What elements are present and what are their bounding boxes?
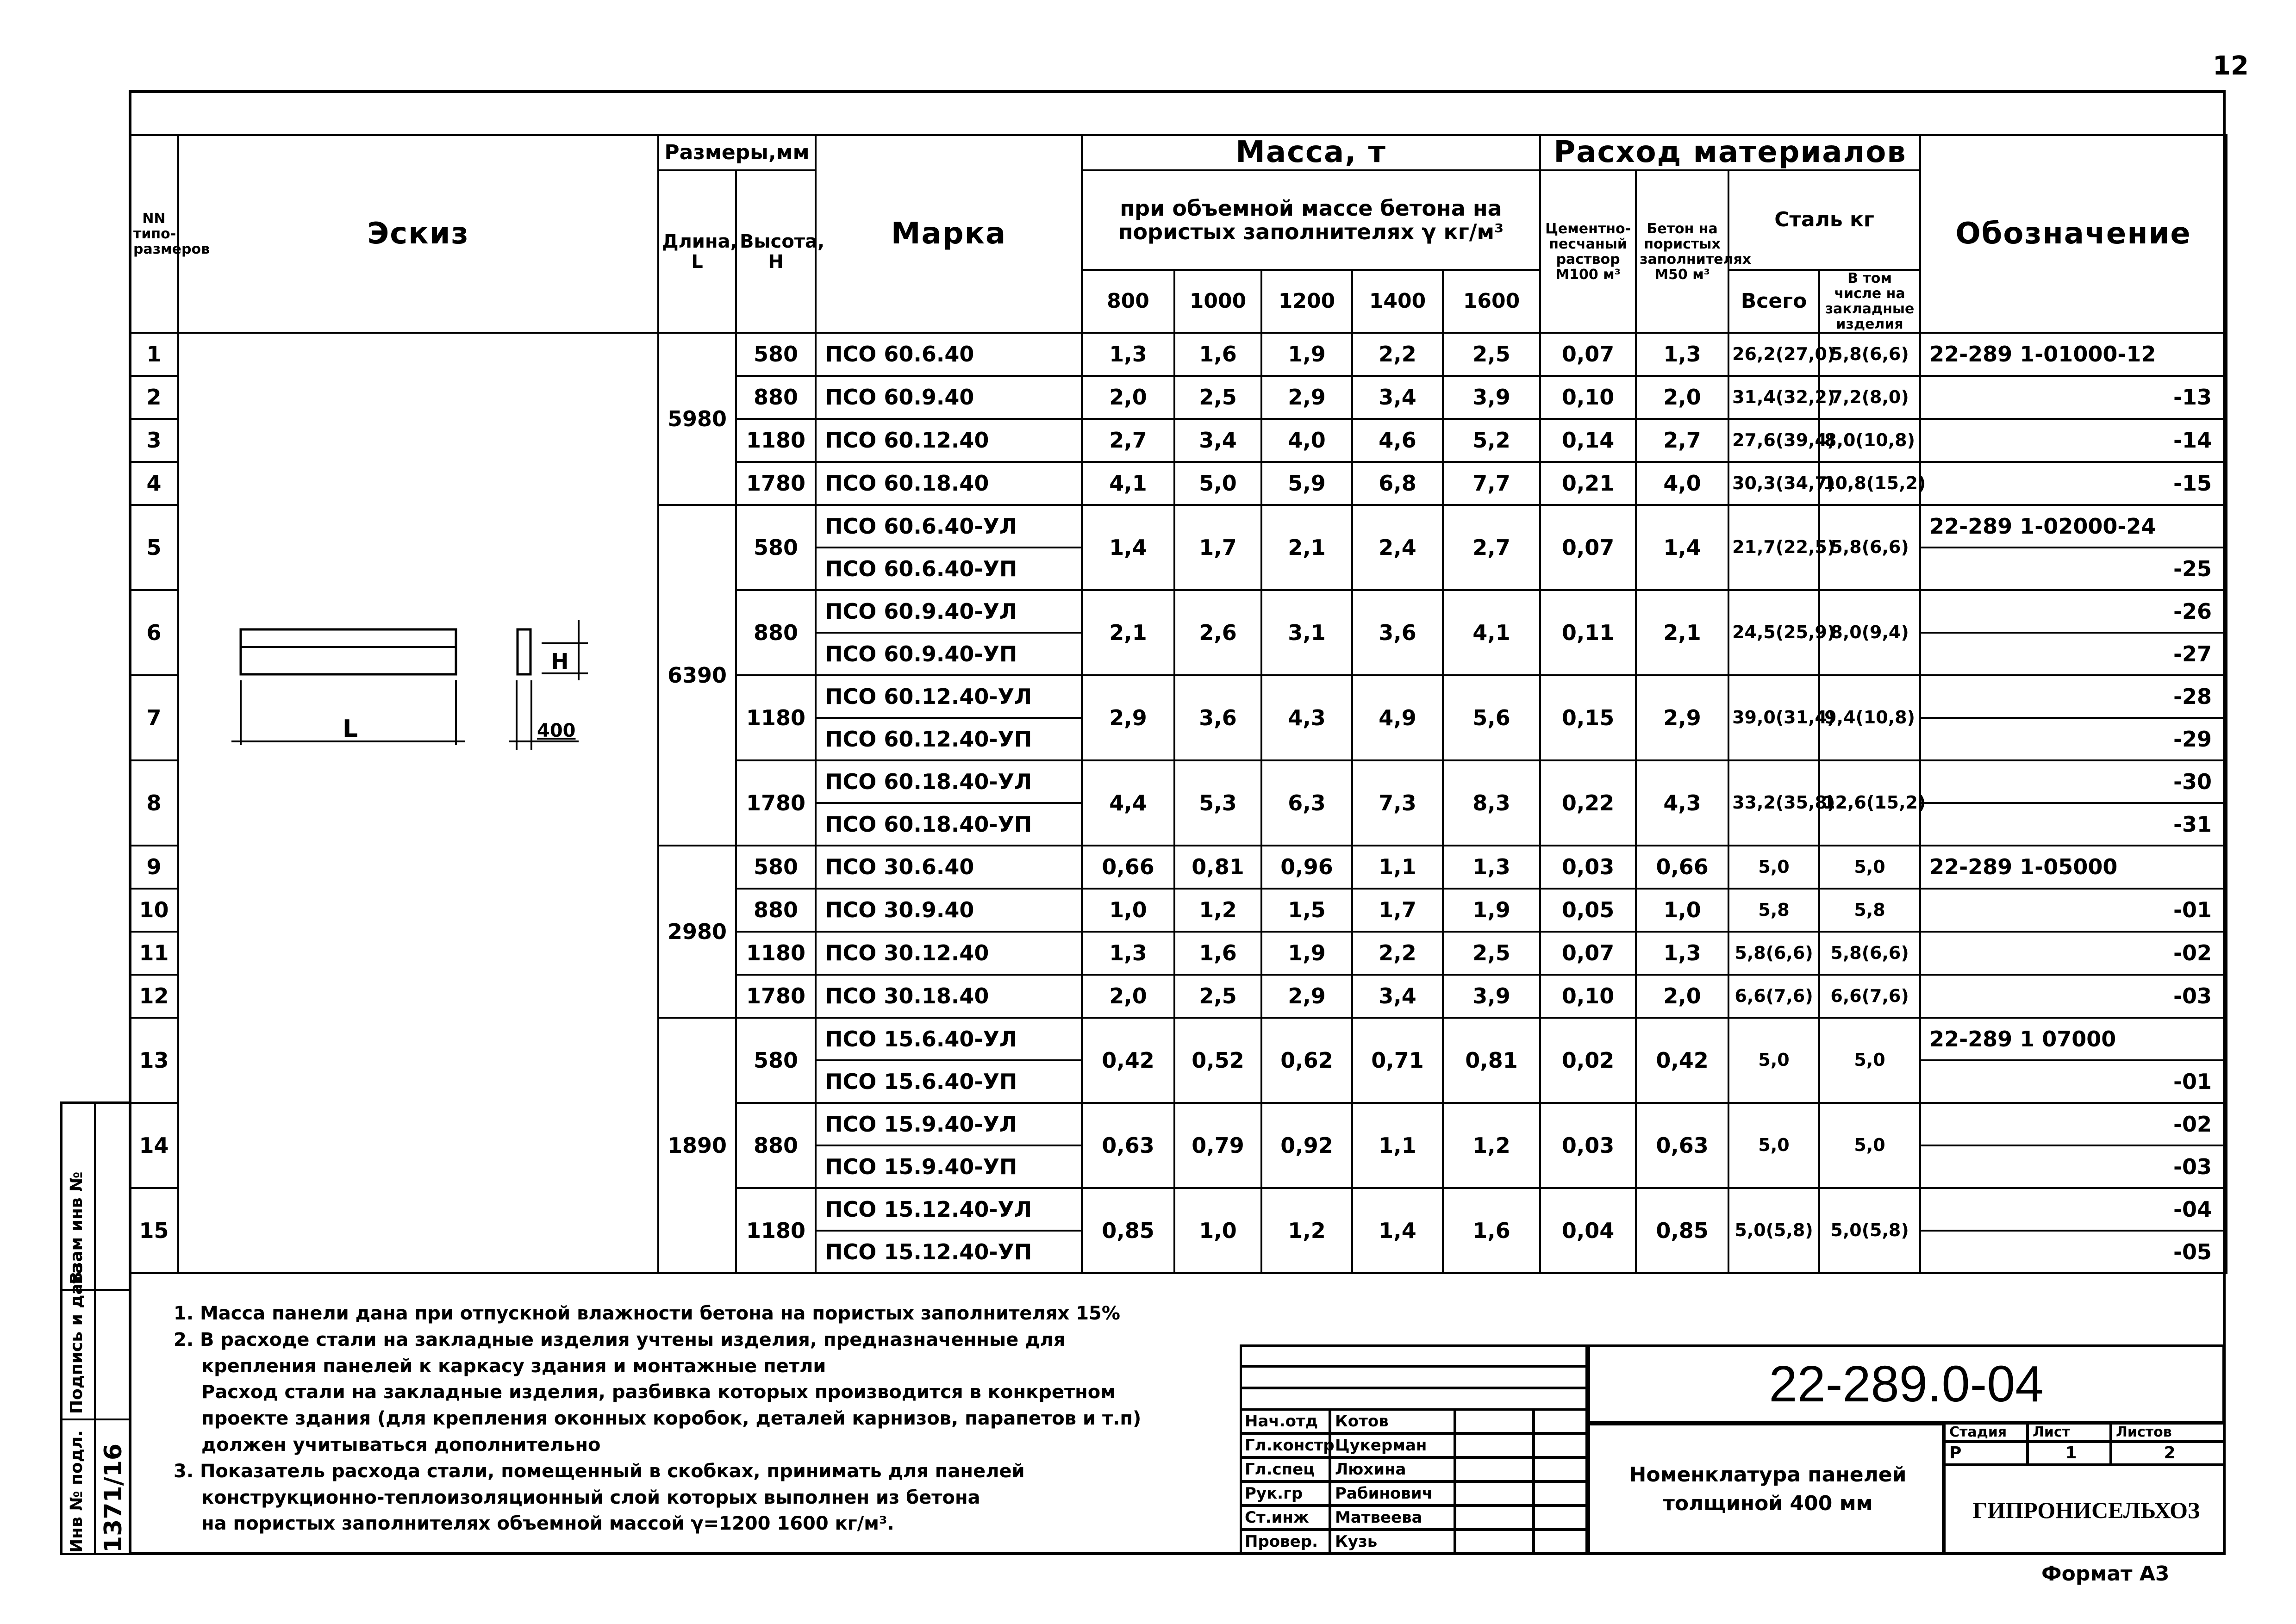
designation-value: -03 — [1920, 1145, 2227, 1188]
mass-value: 1,0 — [1174, 1188, 1261, 1273]
row-number: 5 — [130, 505, 178, 590]
designation-value: 22-289 1-05000 — [1920, 846, 2227, 889]
height-value: 580 — [736, 333, 816, 376]
mortar-value: 0,07 — [1540, 932, 1636, 975]
steel-embedded-value: 5,0 — [1819, 1103, 1920, 1188]
steel-total-value: 39,0(31,4) — [1728, 675, 1819, 760]
note-1: 1. Масса панели дана при отпускной влажности бетона на пористых заполнителях 15% — [174, 1303, 1120, 1324]
mortar-value: 0,05 — [1540, 889, 1636, 932]
sheet-value: 1 — [2028, 1442, 2111, 1465]
mass-value: 2,9 — [1261, 975, 1352, 1018]
concrete-value: 2,9 — [1636, 675, 1728, 760]
mass-value: 5,6 — [1443, 675, 1540, 760]
note-2-cont: крепления панелей к каркасу здания и монтажные петли — [201, 1355, 826, 1377]
steel-embedded-value: 7,2(8,0) — [1819, 376, 1920, 419]
mark-value: ПСО 60.9.40-УП — [816, 633, 1082, 675]
mass-value: 5,2 — [1443, 419, 1540, 462]
steel-embedded-value: 5,8(6,6) — [1819, 505, 1920, 590]
mass-value: 2,7 — [1443, 505, 1540, 590]
note-2: 2. В расходе стали на закладные изделия учтены изделия, предназначенные для — [174, 1329, 1066, 1350]
header-mass: Масса, т — [1082, 135, 1540, 170]
header-height: Высота, H — [736, 170, 816, 333]
designation-value: -30 — [1920, 760, 2227, 803]
height-label: H — [551, 649, 569, 674]
mass-value: 1,2 — [1174, 889, 1261, 932]
designation-value: -26 — [1920, 590, 2227, 633]
mass-value: 7,3 — [1352, 760, 1443, 846]
concrete-value: 2,1 — [1636, 590, 1728, 675]
stamp-date — [1534, 1506, 1588, 1530]
mortar-value: 0,15 — [1540, 675, 1636, 760]
mark-value: ПСО 60.18.40-УП — [816, 803, 1082, 846]
stamp-name: Люхина — [1330, 1457, 1455, 1481]
height-value: 880 — [736, 1103, 816, 1188]
steel-embedded-value: 5,0 — [1819, 846, 1920, 889]
mass-value: 1,3 — [1082, 932, 1174, 975]
title-cell — [1588, 1423, 1944, 1555]
mass-value: 0,42 — [1082, 1018, 1174, 1103]
steel-total-value: 26,2(27,0) — [1728, 333, 1819, 376]
mass-value: 2,5 — [1443, 333, 1540, 376]
mass-value: 1,5 — [1261, 889, 1352, 932]
mark-value: ПСО 15.6.40-УЛ — [816, 1018, 1082, 1060]
mark-value: ПСО 15.6.40-УП — [816, 1060, 1082, 1103]
stage-label: Стадия — [1944, 1423, 2028, 1442]
row-number: 9 — [130, 846, 178, 889]
steel-embedded-value: 5,8(6,6) — [1819, 932, 1920, 975]
mass-value: 1,2 — [1443, 1103, 1540, 1188]
mortar-value: 0,04 — [1540, 1188, 1636, 1273]
height-value: 1780 — [736, 462, 816, 505]
stamp-name: Матвеева — [1330, 1506, 1455, 1530]
steel-embedded-value: 9,4(10,8) — [1819, 675, 1920, 760]
density-1000: 1000 — [1174, 270, 1261, 333]
concrete-value: 4,0 — [1636, 462, 1728, 505]
mass-value: 3,1 — [1261, 590, 1352, 675]
header-num: NN типо-размеров — [130, 135, 178, 333]
mark-value: ПСО 15.12.40-УП — [816, 1231, 1082, 1273]
stamp-empty-row — [1240, 1366, 1588, 1388]
row-number: 10 — [130, 889, 178, 932]
note-3-end: на пористых заполнителях объемной массой γ=1200 1600 кг/м³. — [201, 1513, 894, 1535]
stamp-signature — [1455, 1433, 1534, 1457]
height-value: 880 — [736, 376, 816, 419]
mass-value: 2,5 — [1174, 376, 1261, 419]
concrete-value: 0,42 — [1636, 1018, 1728, 1103]
designation-value: -27 — [1920, 633, 2227, 675]
designation-value: -28 — [1920, 675, 2227, 718]
row-number: 8 — [130, 760, 178, 846]
header-steel-total: Всего — [1728, 270, 1819, 333]
height-value: 1780 — [736, 975, 816, 1018]
mass-value: 2,1 — [1082, 590, 1174, 675]
concrete-value: 2,7 — [1636, 419, 1728, 462]
mass-value: 1,1 — [1352, 846, 1443, 889]
mass-value: 1,9 — [1261, 932, 1352, 975]
steel-embedded-value: 12,6(15,2) — [1819, 760, 1920, 846]
side-stamp — [60, 1101, 129, 1555]
mortar-value: 0,21 — [1540, 462, 1636, 505]
height-value: 1180 — [736, 675, 816, 760]
mass-value: 2,9 — [1261, 376, 1352, 419]
stamp-role: Нач.отд — [1240, 1409, 1330, 1433]
mass-value: 1,4 — [1352, 1188, 1443, 1273]
mass-value: 4,1 — [1443, 590, 1540, 675]
notes-block — [174, 1300, 1215, 1537]
mark-value: ПСО 30.9.40 — [816, 889, 1082, 932]
stamp-signature — [1455, 1409, 1534, 1433]
mass-value: 2,5 — [1174, 975, 1261, 1018]
header-mark: Марка — [816, 135, 1082, 333]
mark-value: ПСО 60.6.40-УП — [816, 548, 1082, 590]
concrete-value: 0,85 — [1636, 1188, 1728, 1273]
designation-value: -03 — [1920, 975, 2227, 1018]
designation-value: 22-289 1-02000-24 — [1920, 505, 2227, 548]
steel-total-value: 5,8 — [1728, 889, 1819, 932]
concrete-value: 1,0 — [1636, 889, 1728, 932]
thickness-label: 400 — [537, 720, 576, 741]
mark-value: ПСО 30.18.40 — [816, 975, 1082, 1018]
mass-value: 4,9 — [1352, 675, 1443, 760]
header-concrete: Бетон на пористых заполнителях М50 м³ — [1636, 170, 1728, 333]
header-sketch: Эскиз — [178, 135, 658, 333]
mark-value: ПСО 30.6.40 — [816, 846, 1082, 889]
mass-value: 0,85 — [1082, 1188, 1174, 1273]
mass-value: 6,3 — [1261, 760, 1352, 846]
mass-value: 1,4 — [1082, 505, 1174, 590]
concrete-value: 1,3 — [1636, 333, 1728, 376]
steel-embedded-value: 8,0(9,4) — [1819, 590, 1920, 675]
designation-value: -02 — [1920, 932, 2227, 975]
header-steel: Сталь кг — [1728, 170, 1920, 270]
mass-value: 0,62 — [1261, 1018, 1352, 1103]
stamp-name: Котов — [1330, 1409, 1455, 1433]
header-materials: Расход материалов — [1540, 135, 1920, 170]
mass-value: 0,63 — [1082, 1103, 1174, 1188]
steel-total-value: 5,0 — [1728, 1103, 1819, 1188]
mark-value: ПСО 60.9.40 — [816, 376, 1082, 419]
document-code: 22-289.0-04 — [1769, 1355, 2044, 1412]
mass-value: 0,81 — [1443, 1018, 1540, 1103]
mass-value: 4,6 — [1352, 419, 1443, 462]
mass-value: 1,3 — [1082, 333, 1174, 376]
stamp-role: Провер. — [1240, 1530, 1330, 1554]
designation-value: -14 — [1920, 419, 2227, 462]
row-number: 2 — [130, 376, 178, 419]
sign-label: Подпись и дата — [67, 1263, 86, 1414]
stamp-empty-row — [1240, 1344, 1588, 1366]
steel-total-value: 6,6(7,6) — [1728, 975, 1819, 1018]
mass-value: 1,6 — [1174, 333, 1261, 376]
note-2-para-end: должен учитываться дополнительно — [201, 1434, 601, 1456]
mass-value: 1,6 — [1443, 1188, 1540, 1273]
height-value: 1180 — [736, 419, 816, 462]
stamp-role: Ст.инж — [1240, 1506, 1330, 1530]
length-label: L — [343, 715, 358, 743]
mortar-value: 0,03 — [1540, 1103, 1636, 1188]
length-value: 1890 — [658, 1018, 736, 1273]
designation-value: -01 — [1920, 1060, 2227, 1103]
mass-value: 2,1 — [1261, 505, 1352, 590]
table-row — [130, 333, 2227, 376]
mortar-value: 0,02 — [1540, 1018, 1636, 1103]
mass-value: 2,7 — [1082, 419, 1174, 462]
header-mortar: Цементно-песчаный раствор М100 м³ — [1540, 170, 1636, 333]
mass-value: 0,71 — [1352, 1018, 1443, 1103]
designation-value: -15 — [1920, 462, 2227, 505]
concrete-value: 0,66 — [1636, 846, 1728, 889]
mass-value: 0,66 — [1082, 846, 1174, 889]
mass-value: 2,5 — [1443, 932, 1540, 975]
mass-value: 1,7 — [1174, 505, 1261, 590]
mass-value: 3,4 — [1352, 975, 1443, 1018]
stamp-date — [1534, 1530, 1588, 1554]
mark-value: ПСО 60.6.40 — [816, 333, 1082, 376]
mortar-value: 0,10 — [1540, 376, 1636, 419]
sheets-value: 2 — [2111, 1442, 2225, 1465]
stamp-name: Кузь — [1330, 1530, 1455, 1554]
height-value: 580 — [736, 505, 816, 590]
header-steel-embedded: В том числе на закладные изделия — [1819, 270, 1920, 333]
stamp-name: Цукерман — [1330, 1433, 1455, 1457]
height-value: 1180 — [736, 932, 816, 975]
mortar-value: 0,03 — [1540, 846, 1636, 889]
mark-value: ПСО 60.12.40-УП — [816, 718, 1082, 760]
steel-embedded-value: 6,6(7,6) — [1819, 975, 1920, 1018]
designation-value: -04 — [1920, 1188, 2227, 1231]
row-number: 15 — [130, 1188, 178, 1273]
designation-value: 22-289 1-01000-12 — [1920, 333, 2227, 376]
mass-value: 2,9 — [1082, 675, 1174, 760]
concrete-value: 4,3 — [1636, 760, 1728, 846]
steel-total-value: 31,4(32,2) — [1728, 376, 1819, 419]
length-value: 2980 — [658, 846, 736, 1018]
mass-value: 4,1 — [1082, 462, 1174, 505]
row-number: 6 — [130, 590, 178, 675]
note-3-cont: конструкционно-теплоизоляционный слой которых выполнен из бетона — [201, 1487, 980, 1508]
mass-value: 2,4 — [1352, 505, 1443, 590]
steel-embedded-value: 5,8(6,6) — [1819, 333, 1920, 376]
designation-value: -29 — [1920, 718, 2227, 760]
steel-embedded-value: 10,8(15,2) — [1819, 462, 1920, 505]
title-line-2: толщиной 400 мм — [1663, 1491, 1873, 1515]
steel-embedded-value: 5,0 — [1819, 1018, 1920, 1103]
sheets-label: Листов — [2111, 1423, 2225, 1442]
sketch-cell — [178, 333, 658, 1273]
steel-total-value: 5,0 — [1728, 846, 1819, 889]
mark-value: ПСО 60.12.40 — [816, 419, 1082, 462]
mark-value: ПСО 30.12.40 — [816, 932, 1082, 975]
density-800: 800 — [1082, 270, 1174, 333]
stamp-signature — [1455, 1506, 1534, 1530]
mass-value: 1,0 — [1082, 889, 1174, 932]
mark-value: ПСО 60.6.40-УЛ — [816, 505, 1082, 548]
mass-value: 2,2 — [1352, 932, 1443, 975]
stamp-signature — [1455, 1530, 1534, 1554]
stamp-signature — [1455, 1457, 1534, 1481]
height-value: 580 — [736, 846, 816, 889]
concrete-value: 0,63 — [1636, 1103, 1728, 1188]
title-line-1: Номенклатура панелей — [1629, 1462, 1907, 1487]
inv-value: 1371/16 — [100, 1443, 127, 1553]
designation-value: -05 — [1920, 1231, 2227, 1273]
panel-front-view — [241, 629, 456, 674]
mass-value: 0,52 — [1174, 1018, 1261, 1103]
length-value: 5980 — [658, 333, 736, 505]
mark-value: ПСО 60.12.40-УЛ — [816, 675, 1082, 718]
steel-total-value: 27,6(39,4) — [1728, 419, 1819, 462]
mark-value: ПСО 60.9.40-УЛ — [816, 590, 1082, 633]
designation-value: -31 — [1920, 803, 2227, 846]
mass-value: 4,0 — [1261, 419, 1352, 462]
mass-value: 2,0 — [1082, 975, 1174, 1018]
mass-value: 3,4 — [1174, 419, 1261, 462]
mass-value: 3,4 — [1352, 376, 1443, 419]
mass-value: 1,1 — [1352, 1103, 1443, 1188]
mass-value: 2,0 — [1082, 376, 1174, 419]
steel-embedded-value: 5,8 — [1819, 889, 1920, 932]
mass-value: 3,9 — [1443, 975, 1540, 1018]
header-mass-sub: при объемной массе бетона на пористых заполнителях γ кг/м³ — [1082, 170, 1540, 270]
note-2-para: Расход стали на закладные изделия, разбивка которых производится в конкретном — [201, 1381, 1116, 1403]
mortar-value: 0,07 — [1540, 505, 1636, 590]
designation-value: 22-289 1 07000 — [1920, 1018, 2227, 1060]
steel-total-value: 5,0 — [1728, 1018, 1819, 1103]
mass-value: 3,6 — [1352, 590, 1443, 675]
panel-sketch — [222, 611, 620, 764]
stamp-date — [1534, 1481, 1588, 1506]
mass-value: 6,8 — [1352, 462, 1443, 505]
steel-total-value: 21,7(22,5) — [1728, 505, 1819, 590]
steel-total-value: 24,5(25,9) — [1728, 590, 1819, 675]
sheet-number: 12 — [2213, 51, 2249, 81]
mass-value: 7,7 — [1443, 462, 1540, 505]
mass-value: 0,79 — [1174, 1103, 1261, 1188]
mark-value: ПСО 15.12.40-УЛ — [816, 1188, 1082, 1231]
mass-value: 1,7 — [1352, 889, 1443, 932]
designation-value: -02 — [1920, 1103, 2227, 1145]
note-2-para-cont: проекте здания (для крепления оконных коробок, деталей карнизов, парапетов и т.п) — [201, 1408, 1142, 1430]
mass-value: 8,3 — [1443, 760, 1540, 846]
height-value: 880 — [736, 590, 816, 675]
steel-total-value: 5,0(5,8) — [1728, 1188, 1819, 1273]
mortar-value: 0,10 — [1540, 975, 1636, 1018]
designation-value: -25 — [1920, 548, 2227, 590]
stamp-date — [1534, 1409, 1588, 1433]
mass-value: 0,92 — [1261, 1103, 1352, 1188]
note-3: 3. Показатель расхода стали, помещенный в скобках, принимать для панелей — [174, 1460, 1025, 1482]
organization: ГИПРОНИСЕЛЬХОЗ — [1944, 1465, 2225, 1555]
row-number: 13 — [130, 1018, 178, 1103]
steel-embedded-value: 8,0(10,8) — [1819, 419, 1920, 462]
steel-total-value: 33,2(35,8) — [1728, 760, 1819, 846]
stamp-role: Гл.спец — [1240, 1457, 1330, 1481]
row-number: 14 — [130, 1103, 178, 1188]
density-1400: 1400 — [1352, 270, 1443, 333]
mortar-value: 0,14 — [1540, 419, 1636, 462]
inv2-label: Взам инв № — [67, 1171, 86, 1284]
concrete-value: 2,0 — [1636, 376, 1728, 419]
panel-side-view — [518, 629, 530, 674]
stamp-date — [1534, 1433, 1588, 1457]
height-value: 1780 — [736, 760, 816, 846]
mass-value: 3,9 — [1443, 376, 1540, 419]
row-number: 1 — [130, 333, 178, 376]
steel-total-value: 30,3(34,7) — [1728, 462, 1819, 505]
format-label: Формат А3 — [2041, 1562, 2170, 1586]
mass-value: 5,3 — [1174, 760, 1261, 846]
mass-value: 1,2 — [1261, 1188, 1352, 1273]
mass-value: 2,2 — [1352, 333, 1443, 376]
stamp-date — [1534, 1457, 1588, 1481]
stamp-signature — [1455, 1481, 1534, 1506]
length-value: 6390 — [658, 505, 736, 846]
mass-value: 0,96 — [1261, 846, 1352, 889]
mortar-value: 0,22 — [1540, 760, 1636, 846]
stamp-role: Гл.констр — [1240, 1433, 1330, 1457]
row-number: 4 — [130, 462, 178, 505]
mark-value: ПСО 60.18.40 — [816, 462, 1082, 505]
inv-label: Инв № подл. — [67, 1430, 86, 1553]
row-number: 12 — [130, 975, 178, 1018]
mass-value: 3,6 — [1174, 675, 1261, 760]
mortar-value: 0,07 — [1540, 333, 1636, 376]
mass-value: 1,9 — [1261, 333, 1352, 376]
mass-value: 0,81 — [1174, 846, 1261, 889]
steel-total-value: 5,8(6,6) — [1728, 932, 1819, 975]
stamp-name: Рабинович — [1330, 1481, 1455, 1506]
designation-value: -13 — [1920, 376, 2227, 419]
mass-value: 1,3 — [1443, 846, 1540, 889]
mark-value: ПСО 15.9.40-УЛ — [816, 1103, 1082, 1145]
stamp-role: Рук.гр — [1240, 1481, 1330, 1506]
mass-value: 1,6 — [1174, 932, 1261, 975]
density-1200: 1200 — [1261, 270, 1352, 333]
mortar-value: 0,11 — [1540, 590, 1636, 675]
row-number: 11 — [130, 932, 178, 975]
mass-value: 4,4 — [1082, 760, 1174, 846]
stamp-empty-row — [1240, 1388, 1588, 1410]
designation-value: -01 — [1920, 889, 2227, 932]
mass-value: 5,0 — [1174, 462, 1261, 505]
steel-embedded-value: 5,0(5,8) — [1819, 1188, 1920, 1273]
mass-value: 5,9 — [1261, 462, 1352, 505]
concrete-value: 1,3 — [1636, 932, 1728, 975]
height-value: 880 — [736, 889, 816, 932]
header-length: Длина, L — [658, 170, 736, 333]
row-number: 3 — [130, 419, 178, 462]
height-value: 580 — [736, 1018, 816, 1103]
header-dims: Размеры,мм — [658, 135, 816, 170]
height-value: 1180 — [736, 1188, 816, 1273]
density-1600: 1600 — [1443, 270, 1540, 333]
concrete-value: 1,4 — [1636, 505, 1728, 590]
mass-value: 1,9 — [1443, 889, 1540, 932]
mass-value: 4,3 — [1261, 675, 1352, 760]
mark-value: ПСО 15.9.40-УП — [816, 1145, 1082, 1188]
sheet-label: Лист — [2028, 1423, 2111, 1442]
stage-value: Р — [1944, 1442, 2028, 1465]
concrete-value: 2,0 — [1636, 975, 1728, 1018]
header-designation: Обозначение — [1920, 135, 2227, 333]
mass-value: 2,6 — [1174, 590, 1261, 675]
row-number: 7 — [130, 675, 178, 760]
mark-value: ПСО 60.18.40-УЛ — [816, 760, 1082, 803]
